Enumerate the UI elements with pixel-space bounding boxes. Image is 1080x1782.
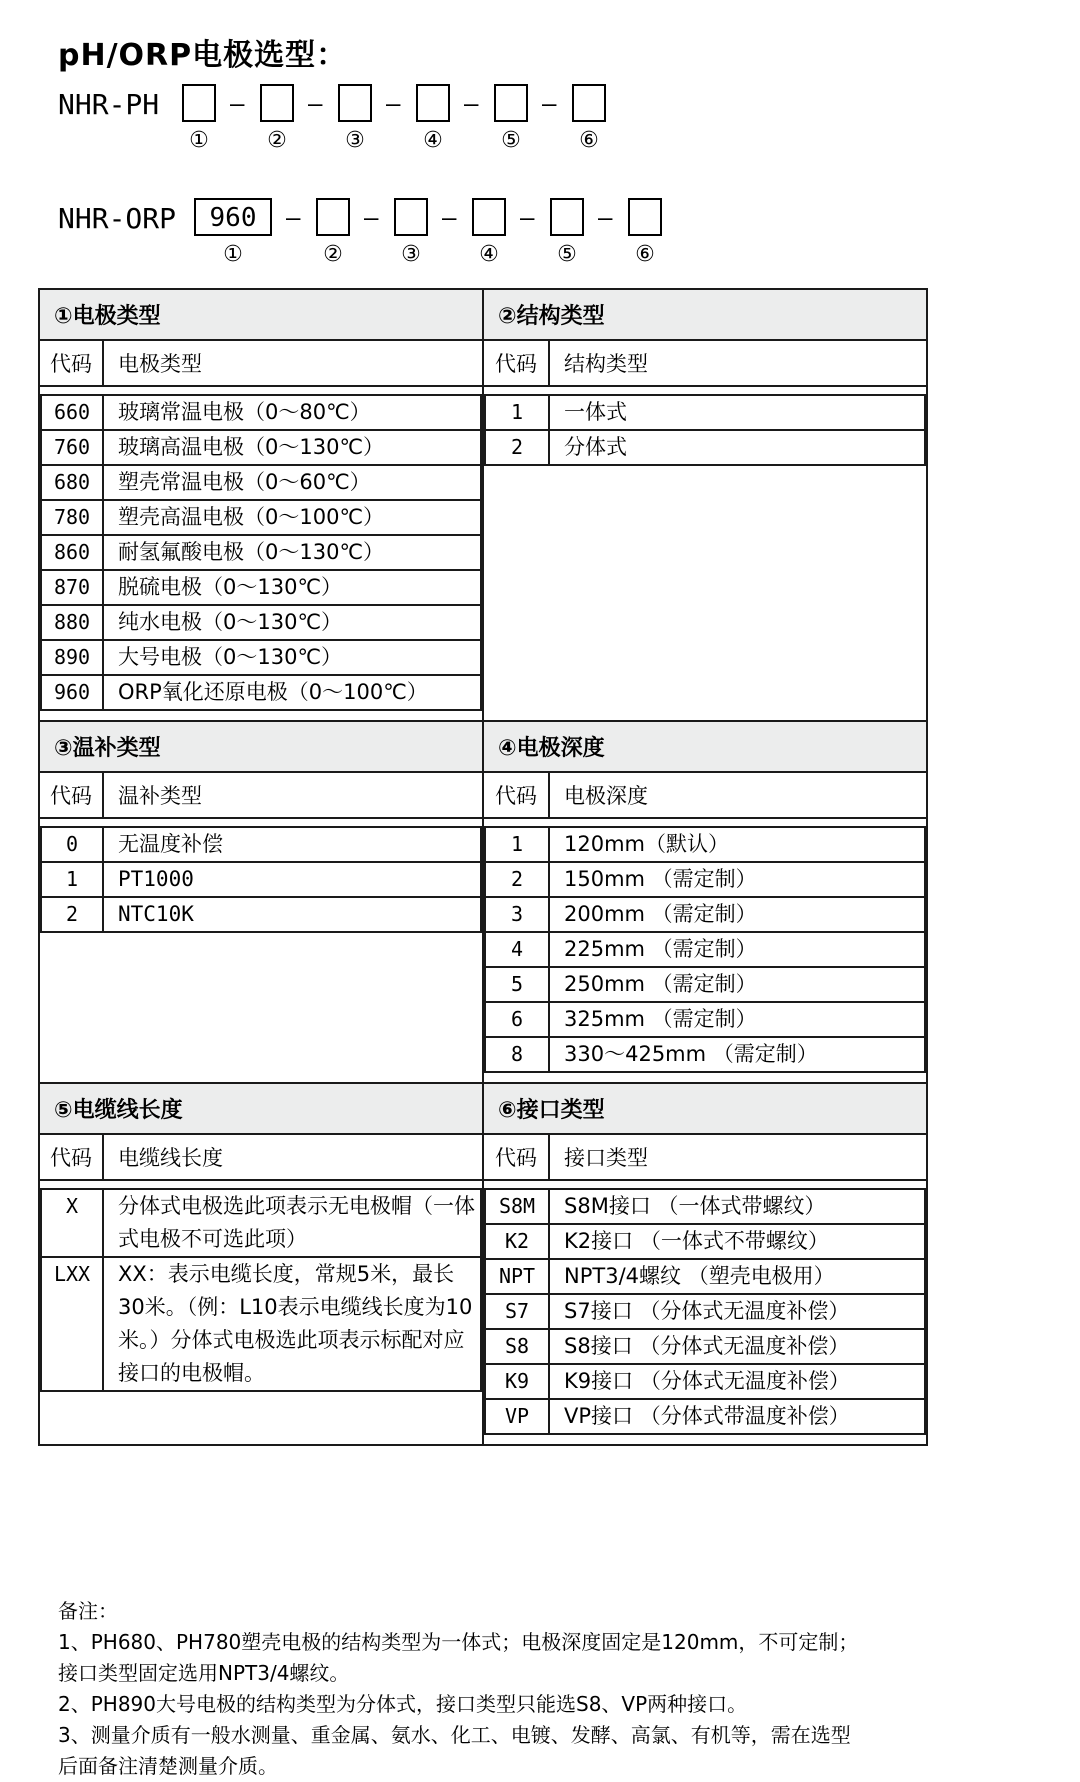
- table-row: [41, 827, 481, 862]
- row-desc: NTC10K: [103, 897, 481, 932]
- dash-orp-1: –: [286, 204, 301, 232]
- dash-4: –: [464, 90, 479, 118]
- table-row: [41, 465, 481, 500]
- code-marker-6: ⑥: [579, 128, 599, 153]
- code-box-5[interactable]: [494, 84, 528, 122]
- row-desc: 纯水电极（0～130℃）: [103, 605, 481, 640]
- column-header-row-3: [39, 1134, 927, 1180]
- table-row: [485, 1329, 925, 1364]
- code-marker-1: ①: [189, 128, 209, 153]
- row-desc: 无温度补偿: [103, 827, 481, 862]
- row-code: 660: [41, 395, 103, 430]
- row-desc: 塑壳高温电极（0～100℃）: [103, 500, 481, 535]
- code-box-orp-4[interactable]: [472, 198, 506, 236]
- table-row: [41, 1257, 481, 1391]
- table-row: [485, 1037, 925, 1072]
- row-desc: 250mm （需定制）: [549, 967, 925, 1002]
- table-row: [485, 827, 925, 862]
- section-body-1: [39, 386, 483, 721]
- table-row: [41, 500, 481, 535]
- code-marker-orp-1: ①: [223, 242, 243, 267]
- colhead-code-4: 代码: [483, 772, 549, 818]
- column-header-row-1: [39, 340, 927, 386]
- row-desc: 330～425mm （需定制）: [549, 1037, 925, 1072]
- dash-3: –: [386, 90, 401, 118]
- code-box-orp-3[interactable]: [394, 198, 428, 236]
- table-row: [485, 1002, 925, 1037]
- section-body-6: [483, 1180, 927, 1445]
- code-marker-orp-5: ⑤: [557, 242, 577, 267]
- row-desc: 耐氢氟酸电极（0～130℃）: [103, 535, 481, 570]
- code-marker-orp-6: ⑥: [635, 242, 655, 267]
- row-desc: S7接口 （分体式无温度补偿）: [549, 1294, 925, 1329]
- code-marker-2: ②: [267, 128, 287, 153]
- row-desc: 一体式: [549, 395, 925, 430]
- colhead-desc-4: 电极深度: [549, 772, 927, 818]
- table-row: [41, 395, 481, 430]
- code-box-3[interactable]: [338, 84, 372, 122]
- section-body-row-2: [39, 818, 927, 1083]
- row-desc: 塑壳常温电极（0～60℃）: [103, 465, 481, 500]
- table-row: [41, 430, 481, 465]
- row-code: 8: [485, 1037, 549, 1072]
- row-code: NPT: [485, 1259, 549, 1294]
- table-row: [485, 1259, 925, 1294]
- row-desc: S8M接口 （一体式带螺纹）: [549, 1189, 925, 1224]
- table-row: [485, 395, 925, 430]
- row-desc: 分体式: [549, 430, 925, 465]
- code-marker-3: ③: [345, 128, 365, 153]
- colhead-code-3: 代码: [39, 772, 103, 818]
- row-code: 780: [41, 500, 103, 535]
- row-code: 2: [485, 430, 549, 465]
- table-row: [485, 967, 925, 1002]
- section-body-3: [39, 818, 483, 1083]
- table-row: [485, 897, 925, 932]
- row-code: 760: [41, 430, 103, 465]
- row-code: 2: [485, 862, 549, 897]
- row-desc: 325mm （需定制）: [549, 1002, 925, 1037]
- row-code: 1: [485, 827, 549, 862]
- code-box-orp-1[interactable]: 960: [194, 198, 272, 236]
- note-line-1: 1、PH680、PH780塑壳电极的结构类型为一体式；电极深度固定是120mm，不可定制；: [58, 1630, 859, 1654]
- code-box-6[interactable]: [572, 84, 606, 122]
- spec-table: [38, 288, 928, 1446]
- note-line-4: 3、测量介质有一般水测量、重金属、氨水、化工、电镀、发酵、高氯、有机等，需在选型: [58, 1723, 851, 1747]
- row-code: X: [41, 1189, 103, 1257]
- notes-label: 备注：: [58, 1599, 118, 1623]
- row-desc: 200mm （需定制）: [549, 897, 925, 932]
- row-desc: ORP氧化还原电极（0～100℃）: [103, 675, 481, 710]
- section-body-row-1: [39, 386, 927, 721]
- code-marker-orp-3: ③: [401, 242, 421, 267]
- code-box-orp-2[interactable]: [316, 198, 350, 236]
- model-prefix-orp: NHR-ORP: [58, 202, 177, 235]
- code-marker-orp-4: ④: [479, 242, 499, 267]
- row-code: 680: [41, 465, 103, 500]
- section-header-1: ①电极类型: [39, 289, 483, 340]
- row-desc: 玻璃高温电极（0～130℃）: [103, 430, 481, 465]
- row-desc: NPT3/4螺纹 （塑壳电极用）: [549, 1259, 925, 1294]
- code-box-4[interactable]: [416, 84, 450, 122]
- table-row: [41, 862, 481, 897]
- dash-5: –: [542, 90, 557, 118]
- section-header-6: ⑥接口类型: [483, 1083, 927, 1134]
- row-desc: 脱硫电极（0～130℃）: [103, 570, 481, 605]
- table-row: [485, 1294, 925, 1329]
- column-header-row-2: [39, 772, 927, 818]
- row-desc: XX：表示电缆长度，常规5米，最长30米。（例：L10表示电缆线长度为10米。）分体式电极选此项表示标配对应接口的电极帽。: [103, 1257, 481, 1391]
- table-row: [41, 535, 481, 570]
- row-code: 860: [41, 535, 103, 570]
- row-code: 4: [485, 932, 549, 967]
- section-header-4: ④电极深度: [483, 721, 927, 772]
- table-row: [41, 640, 481, 675]
- row-desc: 分体式电极选此项表示无电极帽（一体式电极不可选此项）: [103, 1189, 481, 1257]
- dash-orp-3: –: [442, 204, 457, 232]
- code-box-orp-5[interactable]: [550, 198, 584, 236]
- table-row: [41, 605, 481, 640]
- section-header-row-3: [39, 1083, 927, 1134]
- code-box-1[interactable]: [182, 84, 216, 122]
- table-row: [485, 430, 925, 465]
- dash-orp-2: –: [364, 204, 379, 232]
- colhead-code-2: 代码: [483, 340, 549, 386]
- row-code: 0: [41, 827, 103, 862]
- row-code: 5: [485, 967, 549, 1002]
- row-code: 6: [485, 1002, 549, 1037]
- colhead-desc-6: 接口类型: [549, 1134, 927, 1180]
- code-box-2[interactable]: [260, 84, 294, 122]
- row-desc: 120mm（默认）: [549, 827, 925, 862]
- row-code: S8M: [485, 1189, 549, 1224]
- row-code: 1: [41, 862, 103, 897]
- section-body-2: [483, 386, 927, 721]
- row-code: 2: [41, 897, 103, 932]
- row-desc: K2接口 （一体式不带螺纹）: [549, 1224, 925, 1259]
- section-body-5: [39, 1180, 483, 1445]
- row-desc: 150mm （需定制）: [549, 862, 925, 897]
- colhead-code-6: 代码: [483, 1134, 549, 1180]
- colhead-code-5: 代码: [39, 1134, 103, 1180]
- table-row: [485, 1364, 925, 1399]
- colhead-code-1: 代码: [39, 340, 103, 386]
- row-code: S8: [485, 1329, 549, 1364]
- colhead-desc-1: 电极类型: [103, 340, 483, 386]
- row-code: 3: [485, 897, 549, 932]
- colhead-desc-2: 结构类型: [549, 340, 927, 386]
- row-desc: 大号电极（0～130℃）: [103, 640, 481, 675]
- notes-block: [58, 1596, 958, 1782]
- row-desc: S8接口 （分体式无温度补偿）: [549, 1329, 925, 1364]
- table-row: [485, 1224, 925, 1259]
- dash-orp-5: –: [598, 204, 613, 232]
- row-desc: VP接口 （分体式带温度补偿）: [549, 1399, 925, 1434]
- row-code: 1: [485, 395, 549, 430]
- row-desc: K9接口 （分体式无温度补偿）: [549, 1364, 925, 1399]
- row-code: LXX: [41, 1257, 103, 1391]
- section-header-row-1: [39, 289, 927, 340]
- table-row: [485, 932, 925, 967]
- dash-2: –: [308, 90, 323, 118]
- code-marker-orp-2: ②: [323, 242, 343, 267]
- row-code: 890: [41, 640, 103, 675]
- note-line-3: 2、PH890大号电极的结构类型为分体式，接口类型只能选S8、VP两种接口。: [58, 1692, 748, 1716]
- table-row: [41, 570, 481, 605]
- dash-1: –: [230, 90, 245, 118]
- model-prefix-ph: NHR-PH: [58, 88, 160, 121]
- row-desc: 225mm （需定制）: [549, 932, 925, 967]
- note-line-5: 后面备注清楚测量介质。: [58, 1754, 278, 1778]
- row-code: K2: [485, 1224, 549, 1259]
- row-desc: PT1000: [103, 862, 481, 897]
- section-header-row-2: [39, 721, 927, 772]
- table-row: [41, 897, 481, 932]
- section-body-4: [483, 818, 927, 1083]
- table-row: [41, 1189, 481, 1257]
- code-marker-5: ⑤: [501, 128, 521, 153]
- row-code: 960: [41, 675, 103, 710]
- row-code: 870: [41, 570, 103, 605]
- row-code: 880: [41, 605, 103, 640]
- section-body-row-3: [39, 1180, 927, 1445]
- row-desc: 玻璃常温电极（0～80℃）: [103, 395, 481, 430]
- colhead-desc-3: 温补类型: [103, 772, 483, 818]
- row-code: VP: [485, 1399, 549, 1434]
- page-title: pH/ORP电极选型：: [58, 38, 348, 73]
- table-row: [485, 862, 925, 897]
- row-code: K9: [485, 1364, 549, 1399]
- dash-orp-4: –: [520, 204, 535, 232]
- section-header-5: ⑤电缆线长度: [39, 1083, 483, 1134]
- table-row: [41, 675, 481, 710]
- table-row: [485, 1189, 925, 1224]
- section-header-2: ②结构类型: [483, 289, 927, 340]
- colhead-desc-5: 电缆线长度: [103, 1134, 483, 1180]
- section-header-3: ③温补类型: [39, 721, 483, 772]
- note-line-2: 接口类型固定选用NPT3/4螺纹。: [58, 1661, 350, 1685]
- row-code: S7: [485, 1294, 549, 1329]
- code-box-orp-6[interactable]: [628, 198, 662, 236]
- code-marker-4: ④: [423, 128, 443, 153]
- table-row: [485, 1399, 925, 1434]
